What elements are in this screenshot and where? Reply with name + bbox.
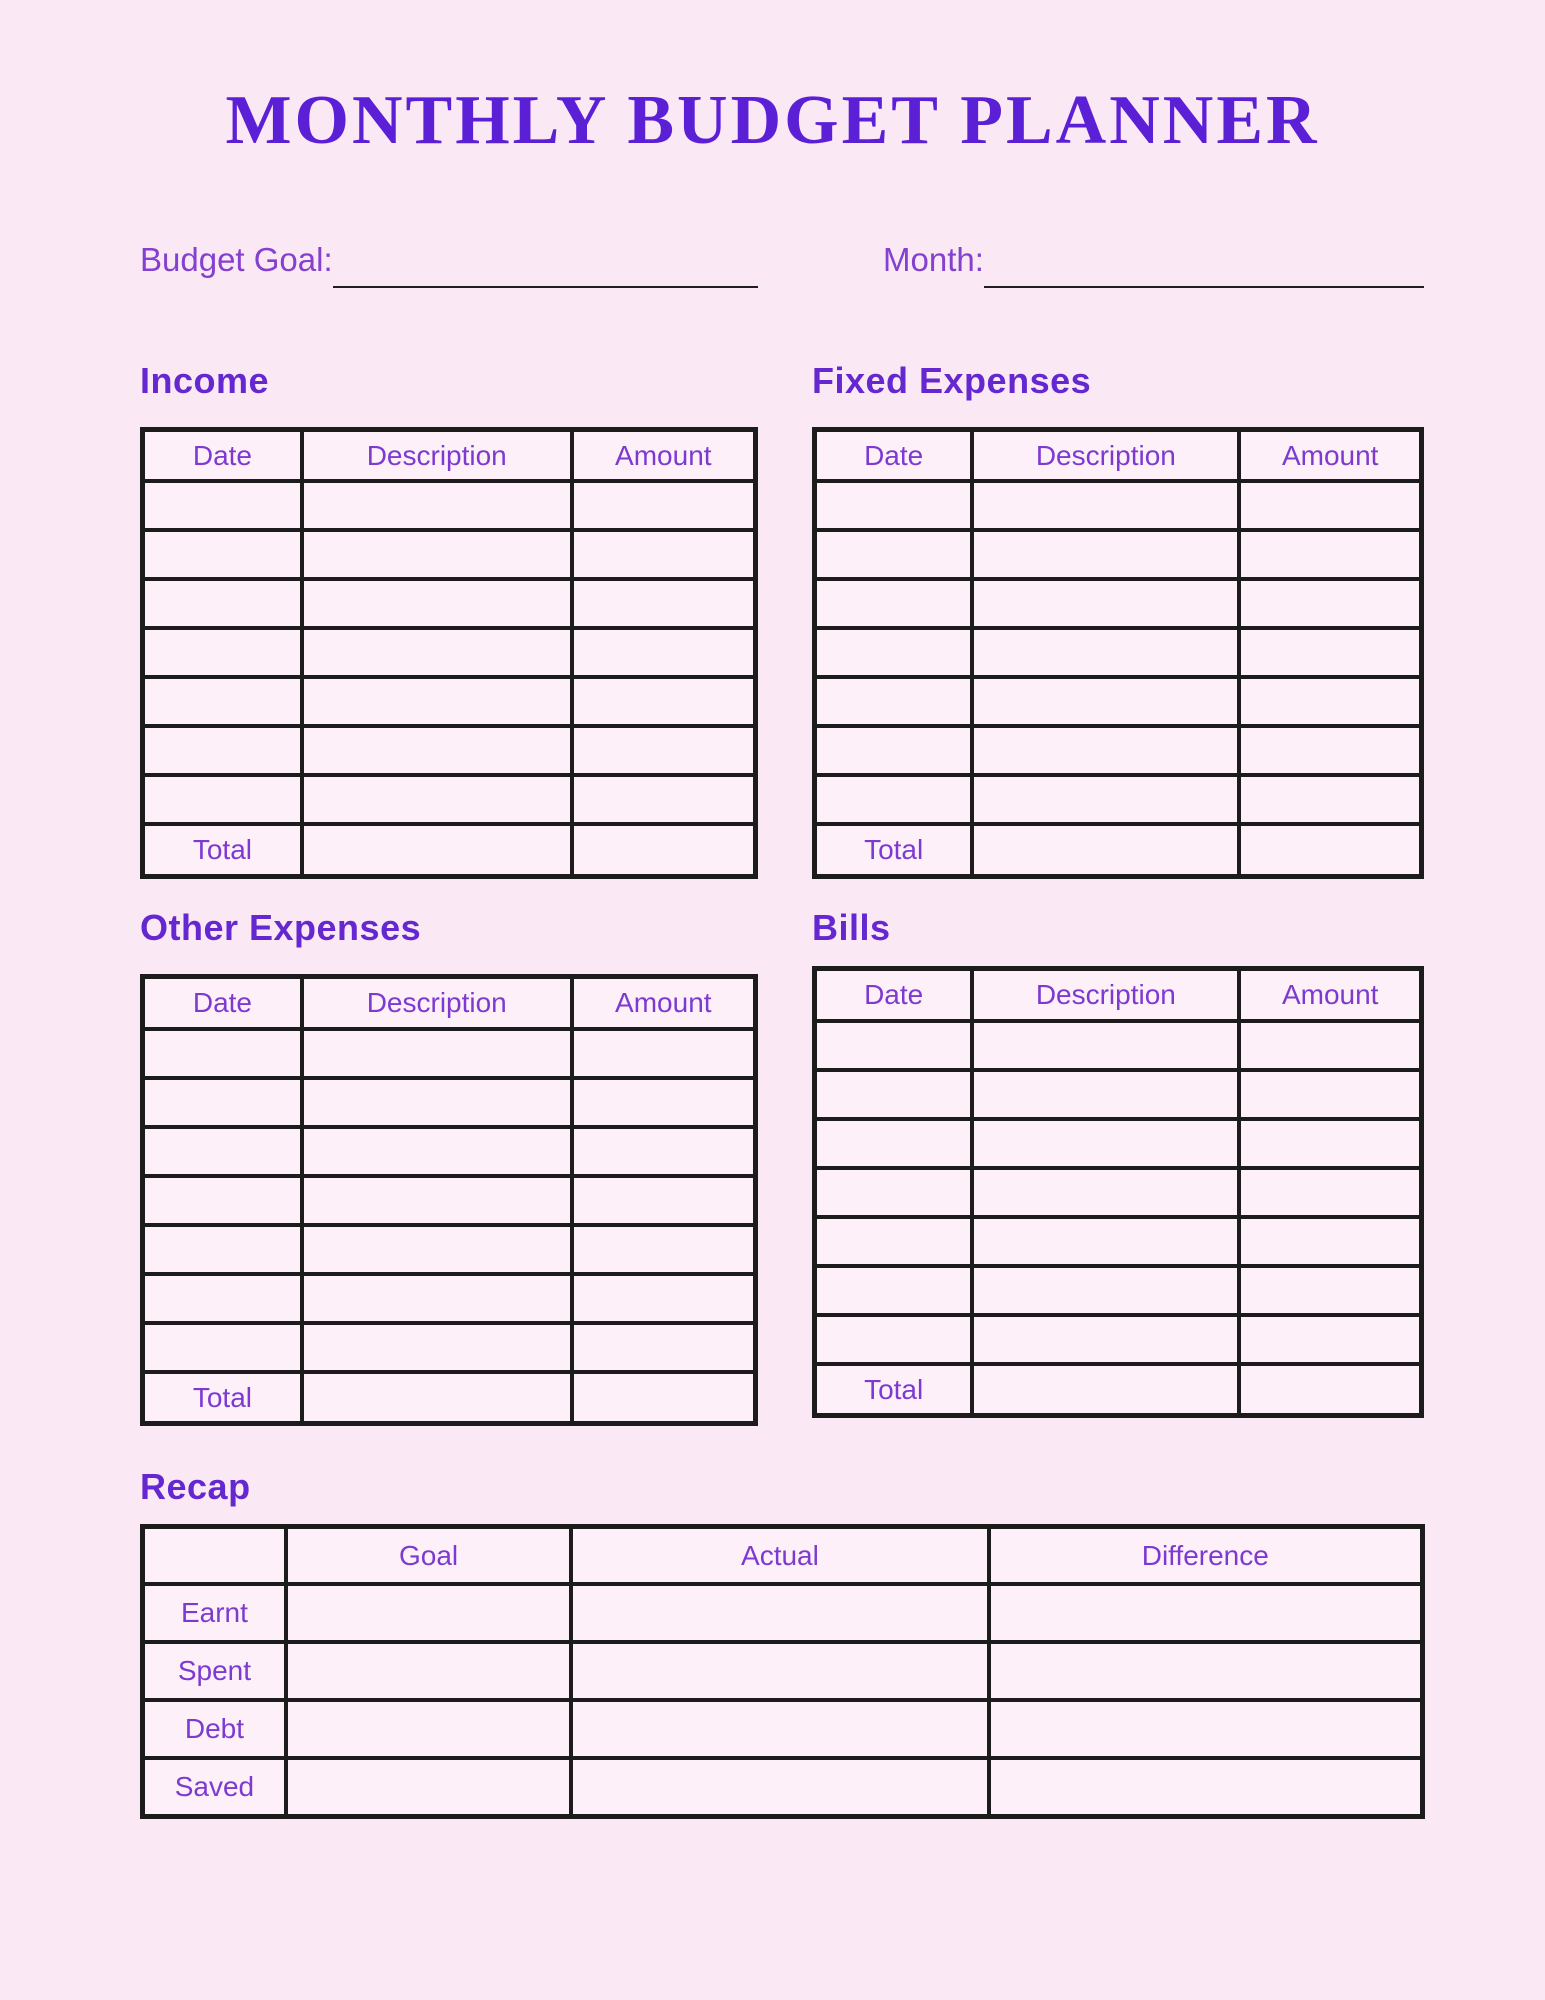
column-header-date: Date	[143, 977, 302, 1029]
empty-cell	[143, 1225, 302, 1274]
empty-row	[815, 1168, 1422, 1217]
table-header-row	[143, 977, 756, 1029]
recap-column-header-goal: Goal	[286, 1526, 571, 1584]
empty-cell	[989, 1758, 1423, 1816]
recap-row-label-spent: Spent	[143, 1642, 286, 1700]
total-label: Total	[815, 824, 973, 876]
empty-cell	[972, 726, 1239, 775]
empty-cell	[815, 775, 973, 824]
empty-row	[815, 530, 1422, 579]
recap-row-saved	[143, 1758, 1423, 1816]
empty-cell	[143, 1029, 302, 1078]
empty-cell	[815, 628, 973, 677]
empty-cell	[302, 1029, 572, 1078]
empty-cell	[989, 1642, 1423, 1700]
empty-cell	[572, 677, 756, 726]
empty-row	[815, 677, 1422, 726]
empty-row	[815, 726, 1422, 775]
empty-cell	[286, 1642, 571, 1700]
empty-cell	[572, 1176, 756, 1225]
empty-cell	[572, 824, 756, 876]
empty-row	[815, 579, 1422, 628]
empty-cell	[143, 775, 302, 824]
recap-column-header-actual: Actual	[571, 1526, 988, 1584]
empty-cell	[1239, 726, 1421, 775]
empty-cell	[143, 628, 302, 677]
empty-cell	[815, 1119, 973, 1168]
empty-cell	[815, 677, 973, 726]
empty-cell	[302, 1274, 572, 1323]
empty-cell	[302, 1372, 572, 1424]
empty-cell	[972, 1070, 1239, 1119]
budget-table	[812, 427, 1424, 879]
empty-cell	[571, 1642, 988, 1700]
recap-header-row	[143, 1526, 1423, 1584]
recap-row-label-earnt: Earnt	[143, 1584, 286, 1642]
empty-cell	[972, 1119, 1239, 1168]
section-heading-other-expenses: Other Expenses	[140, 906, 422, 948]
empty-cell	[572, 1372, 756, 1424]
empty-cell	[815, 1168, 973, 1217]
recap-row-earnt	[143, 1584, 1423, 1642]
column-header-date: Date	[815, 429, 973, 481]
empty-cell	[1239, 481, 1421, 530]
empty-cell	[572, 1029, 756, 1078]
page-title: MONTHLY BUDGET PLANNER	[225, 82, 1320, 159]
budget-goal-label: Budget Goal:	[140, 241, 333, 278]
column-header-date: Date	[143, 429, 302, 481]
empty-cell	[972, 530, 1239, 579]
empty-cell	[143, 530, 302, 579]
recap-row-label-saved: Saved	[143, 1758, 286, 1816]
empty-cell	[1239, 775, 1421, 824]
empty-cell	[1239, 1070, 1421, 1119]
empty-cell	[143, 1127, 302, 1176]
total-label: Total	[143, 1372, 302, 1424]
empty-cell	[972, 628, 1239, 677]
expense-tables-grid	[140, 360, 1424, 1427]
section-income	[140, 360, 758, 879]
empty-cell	[989, 1584, 1423, 1642]
empty-cell	[286, 1584, 571, 1642]
budget-table	[140, 974, 758, 1426]
empty-row	[815, 1070, 1422, 1119]
column-header-amount: Amount	[572, 429, 756, 481]
empty-cell	[815, 1070, 973, 1119]
empty-cell	[1239, 677, 1421, 726]
empty-cell	[302, 824, 572, 876]
empty-cell	[572, 1127, 756, 1176]
empty-row	[143, 1225, 756, 1274]
empty-cell	[972, 481, 1239, 530]
table-header-row	[815, 429, 1422, 481]
empty-cell	[143, 677, 302, 726]
recap-row-debt	[143, 1700, 1423, 1758]
empty-cell	[815, 1021, 973, 1070]
empty-cell	[972, 1217, 1239, 1266]
empty-cell	[815, 1217, 973, 1266]
empty-row	[815, 1217, 1422, 1266]
empty-row	[143, 775, 756, 824]
empty-cell	[572, 775, 756, 824]
month-label: Month:	[883, 241, 984, 278]
empty-row	[815, 481, 1422, 530]
section-recap	[140, 1466, 1425, 1818]
section-bills	[812, 907, 1424, 1426]
column-header-description: Description	[972, 429, 1239, 481]
empty-cell	[572, 579, 756, 628]
empty-cell	[302, 481, 572, 530]
empty-row	[815, 1266, 1422, 1315]
empty-cell	[302, 1323, 572, 1372]
empty-cell	[302, 1127, 572, 1176]
empty-cell	[572, 1225, 756, 1274]
recap-corner-cell	[143, 1526, 286, 1584]
empty-cell	[302, 1225, 572, 1274]
month-field	[812, 240, 1424, 280]
recap-table	[140, 1524, 1425, 1819]
empty-cell	[815, 726, 973, 775]
section-heading-fixed-expenses: Fixed Expenses	[812, 359, 1092, 401]
month-blank-line	[984, 286, 1424, 288]
empty-row	[815, 628, 1422, 677]
empty-cell	[1239, 1168, 1421, 1217]
empty-cell	[143, 1323, 302, 1372]
empty-row	[143, 1127, 756, 1176]
empty-row	[143, 1029, 756, 1078]
total-row	[815, 824, 1422, 876]
empty-cell	[302, 775, 572, 824]
column-header-amount: Amount	[572, 977, 756, 1029]
table-header-row	[143, 429, 756, 481]
empty-row	[143, 579, 756, 628]
empty-cell	[1239, 1315, 1421, 1364]
empty-row	[143, 677, 756, 726]
empty-cell	[143, 726, 302, 775]
empty-row	[815, 1315, 1422, 1364]
column-header-description: Description	[302, 977, 572, 1029]
empty-cell	[302, 677, 572, 726]
empty-cell	[815, 579, 973, 628]
total-label: Total	[815, 1364, 973, 1416]
empty-cell	[815, 481, 973, 530]
empty-cell	[572, 481, 756, 530]
section-heading-recap: Recap	[140, 1466, 251, 1508]
budget-goal-field	[140, 240, 758, 280]
empty-cell	[815, 1266, 973, 1315]
empty-row	[143, 1176, 756, 1225]
column-header-amount: Amount	[1239, 429, 1421, 481]
empty-cell	[143, 481, 302, 530]
recap-column-header-difference: Difference	[989, 1526, 1423, 1584]
empty-cell	[972, 1315, 1239, 1364]
empty-cell	[1239, 628, 1421, 677]
column-header-description: Description	[972, 969, 1239, 1021]
empty-cell	[972, 1021, 1239, 1070]
empty-cell	[1239, 1266, 1421, 1315]
section-heading-income: Income	[140, 359, 270, 401]
empty-cell	[815, 530, 973, 579]
empty-row	[143, 1323, 756, 1372]
empty-row	[143, 530, 756, 579]
empty-cell	[571, 1700, 988, 1758]
empty-cell	[972, 775, 1239, 824]
column-header-description: Description	[302, 429, 572, 481]
empty-cell	[572, 530, 756, 579]
column-header-amount: Amount	[1239, 969, 1421, 1021]
empty-cell	[143, 1078, 302, 1127]
budget-goal-blank-line	[333, 286, 758, 288]
empty-cell	[302, 1176, 572, 1225]
total-row	[815, 1364, 1422, 1416]
empty-cell	[972, 1364, 1239, 1416]
empty-row	[143, 628, 756, 677]
empty-cell	[972, 1168, 1239, 1217]
empty-cell	[302, 1078, 572, 1127]
empty-row	[143, 726, 756, 775]
empty-cell	[989, 1700, 1423, 1758]
column-header-date: Date	[815, 969, 973, 1021]
section-other-expenses	[140, 907, 758, 1426]
empty-row	[143, 1078, 756, 1127]
total-label: Total	[143, 824, 302, 876]
empty-cell	[302, 530, 572, 579]
empty-cell	[143, 1176, 302, 1225]
recap-row-spent	[143, 1642, 1423, 1700]
empty-cell	[286, 1758, 571, 1816]
empty-cell	[143, 579, 302, 628]
empty-cell	[1239, 1021, 1421, 1070]
empty-cell	[972, 824, 1239, 876]
empty-cell	[572, 1274, 756, 1323]
empty-cell	[1239, 530, 1421, 579]
empty-cell	[571, 1758, 988, 1816]
empty-cell	[572, 1078, 756, 1127]
empty-cell	[815, 1315, 973, 1364]
empty-cell	[571, 1584, 988, 1642]
empty-cell	[572, 1323, 756, 1372]
empty-cell	[972, 677, 1239, 726]
empty-cell	[572, 628, 756, 677]
empty-cell	[302, 579, 572, 628]
empty-cell	[143, 1274, 302, 1323]
empty-row	[815, 1021, 1422, 1070]
empty-cell	[572, 726, 756, 775]
empty-cell	[302, 628, 572, 677]
total-row	[143, 824, 756, 876]
total-row	[143, 1372, 756, 1424]
empty-cell	[286, 1700, 571, 1758]
table-header-row	[815, 969, 1422, 1021]
empty-cell	[302, 726, 572, 775]
empty-cell	[1239, 579, 1421, 628]
budget-table	[812, 966, 1424, 1418]
empty-row	[143, 1274, 756, 1323]
recap-row-label-debt: Debt	[143, 1700, 286, 1758]
empty-cell	[1239, 824, 1421, 876]
section-heading-bills: Bills	[812, 906, 891, 948]
section-fixed-expenses	[812, 360, 1424, 879]
empty-row	[815, 775, 1422, 824]
empty-row	[815, 1119, 1422, 1168]
empty-cell	[1239, 1119, 1421, 1168]
empty-cell	[1239, 1364, 1421, 1416]
header-fields	[140, 240, 1424, 280]
empty-cell	[1239, 1217, 1421, 1266]
budget-table	[140, 427, 758, 879]
empty-cell	[972, 1266, 1239, 1315]
empty-row	[143, 481, 756, 530]
empty-cell	[972, 579, 1239, 628]
